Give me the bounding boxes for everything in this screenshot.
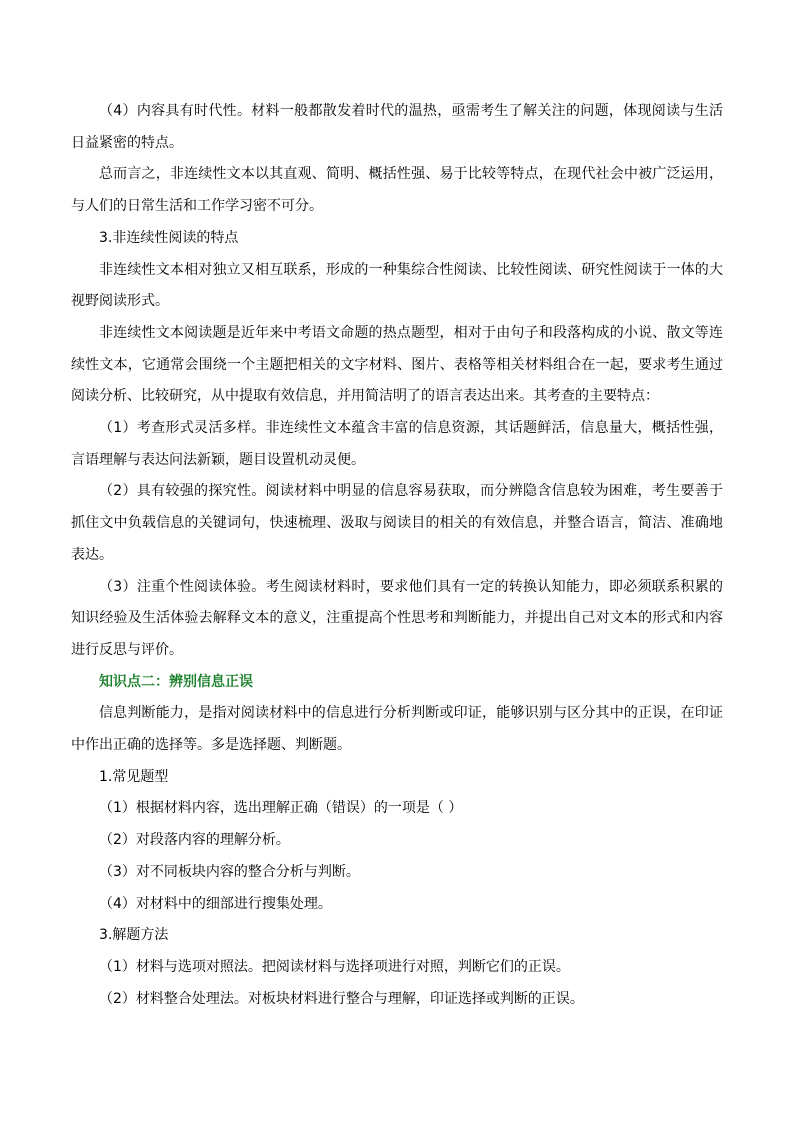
knowledge-point-heading: 知识点二：辨别信息正误 [99, 673, 253, 690]
section-title-methods: 3.解题方法 [99, 927, 169, 944]
list-item-method-1: （1）材料与选项对照法。把阅读材料与选择项进行对照，判断它们的正误。 [99, 958, 570, 975]
paragraph-feature-2: （2）具有较强的探究性。阅读材料中明显的信息容易获取，而分辨隐含信息较为困难，考生要善于抓住文中负载信息的关键词句，快速梳理、汲取与阅读目的相关的有效信息，并整合语言，简洁、准确地表达。 [71, 483, 723, 563]
paragraph-feature-3: （3）注重个性阅读体验。考生阅读材料时，要求他们具有一定的转换认知能力，即必须联系积累的知识经验及生活体验去解释文本的意义，注重提高个性思考和判断能力，并提出自己对文本的形式和内容进行反思与评价。 [71, 578, 723, 658]
paragraph-feature-1: （1）考查形式灵活多样。非连续性文本蕴含丰富的信息资源，其话题鲜活，信息量大，概括性强，言语理解与表达问法新颖，题目设置机动灵便。 [71, 420, 723, 468]
paragraph-definition: 非连续性文本相对独立又相互联系，形成的一种集综合性阅读、比较性阅读、研究性阅读于一体的大视野阅读形式。 [71, 261, 723, 310]
paragraph-point-4: （4）内容具有时代性。材料一般都散发着时代的温热，亟需考生了解关注的问题，体现阅读与生活日益紧密的特点。 [71, 103, 723, 151]
paragraph-summary: 总而言之，非连续性文本以其直观、简明、概括性强、易于比较等特点，在现代社会中被广泛运用，与人们的日常生活和工作学习密不可分。 [71, 166, 723, 215]
paragraph-judgment-ability: 信息判断能力，是指对阅读材料中的信息进行分析判断或印证，能够识别与区分其中的正误，在印证中作出正确的选择等。多是选择题、判断题。 [71, 705, 723, 754]
document-body [71, 96, 723, 1015]
list-item-type-2: （2）对段落内容的理解分析。 [99, 832, 290, 849]
list-item-type-3: （3）对不同板块内容的整合分析与判断。 [99, 863, 360, 880]
section-title-features: 3.非连续性阅读的特点 [99, 229, 239, 246]
list-item-type-4: （4）对材料中的细部进行搜集处理。 [99, 895, 332, 912]
section-title-question-types: 1.常见题型 [99, 768, 169, 785]
list-item-method-2: （2）材料整合处理法。对板块材料进行整合与理解，印证选择或判断的正误。 [99, 990, 584, 1007]
list-item-type-1: （1）根据材料内容，选出理解正确（错误）的一项是（ ） [99, 800, 463, 817]
paragraph-exam-intro: 非连续性文本阅读题是近年来中考语文命题的热点题型，相对于由句子和段落构成的小说、散文等连续性文本，它通常会围绕一个主题把相关的文字材料、图片、表格等相关材料组合在一起，要求考生通过阅读分析、比较研究，从中提取有效信息，并用简洁明了的语言表达出来。其考查的主要特点： [71, 324, 723, 405]
